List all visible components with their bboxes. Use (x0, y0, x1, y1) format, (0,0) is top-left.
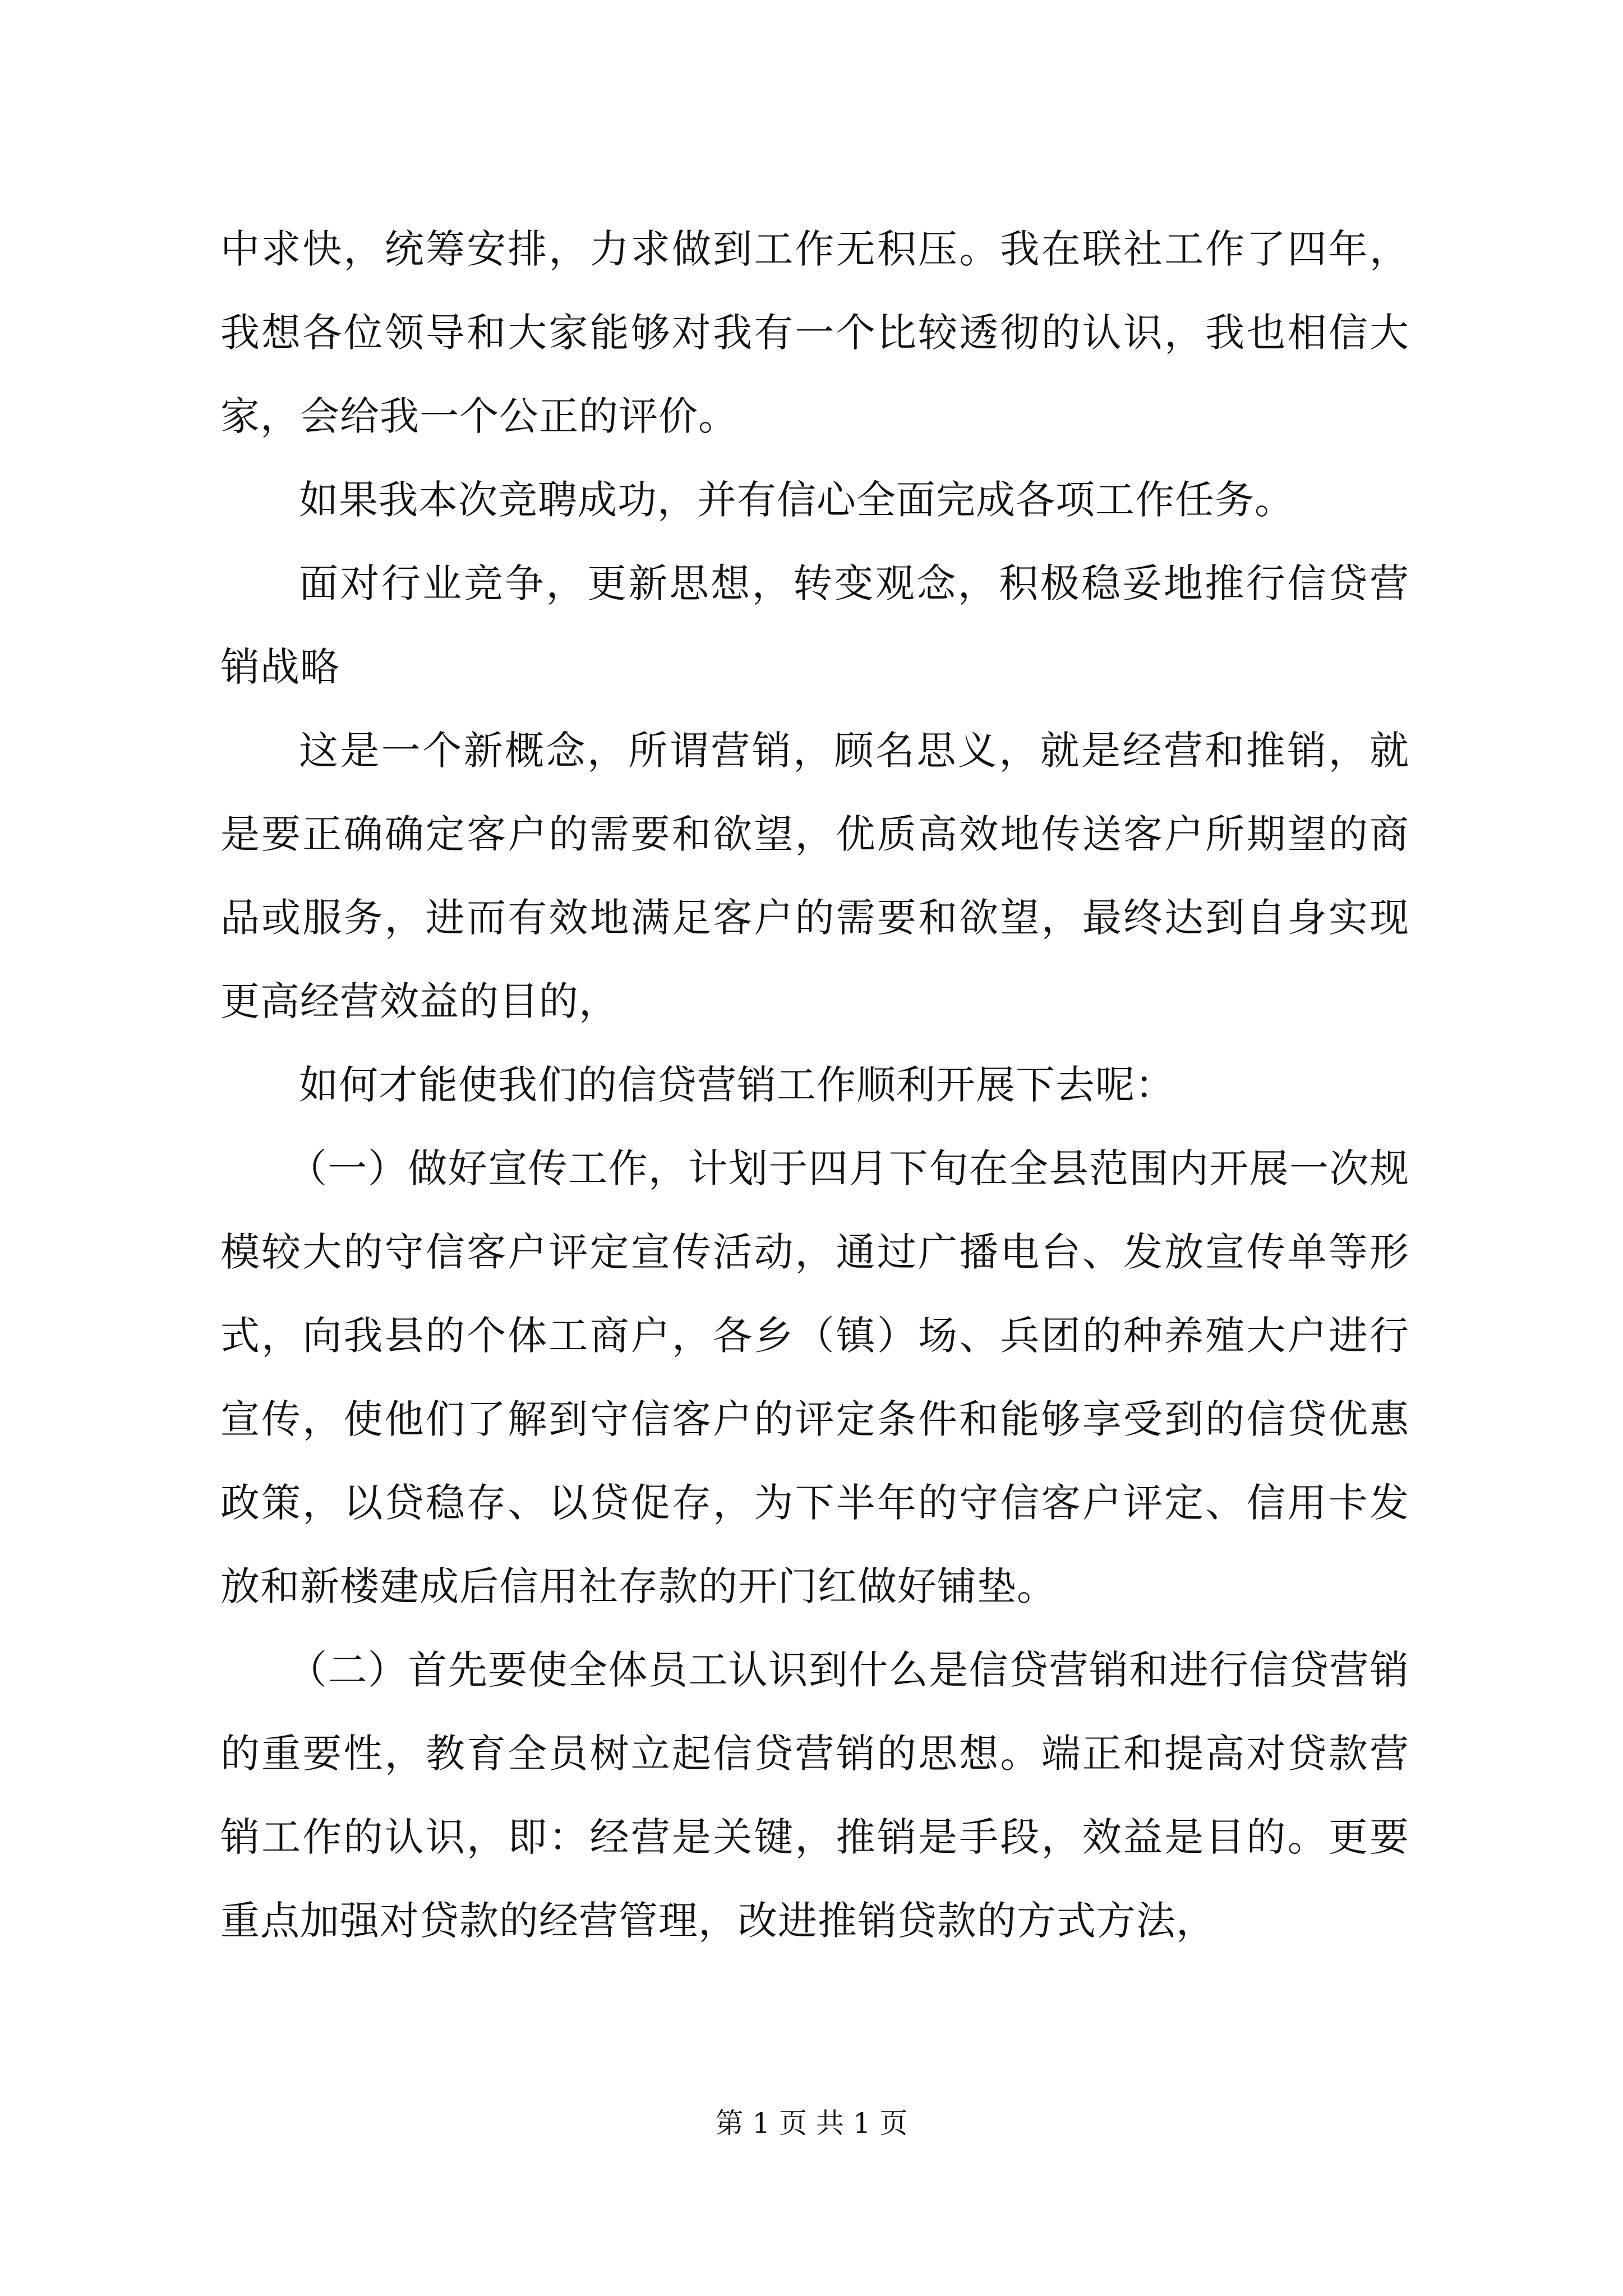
document-body (220, 208, 1409, 1963)
paragraph-marketing-definition: 这是一个新概念，所谓营销，顾名思义，就是经营和推销，就是要正确确定客户的需要和欲望，优质高效地传送客户所期望的商品或服务，进而有效地满足客户的需要和欲望，最终达到自身实现更高经营效益的目的， (220, 728, 1409, 1024)
paragraph-continuation: 中求快，统筹安排，力求做到工作无积压。我在联社工作了四年，我想各位领导和大家能够对我有一个比较透彻的认识，我也相信大家，会给我一个公正的评价。 (220, 226, 1409, 439)
page-footer: 第 1 页 共 1 页 (715, 2107, 908, 2139)
paragraph-competition-success: 如果我本次竞聘成功，并有信心全面完成各项工作任务。 (299, 477, 1294, 523)
paragraph-item-one: （一）做好宣传工作，计划于四月下旬在全县范围内开展一次规模较大的守信客户评定宣传活动，通过广播电台、发放宣传单等形式，向我县的个体工商户，各乡（镇）场、兵团的种养殖大户进行宣传，使他们了解到守信客户的评定条件和能够享受到的信贷优惠政策，以贷稳存、以贷促存，为下半年的守信客户评定、信用卡发放和新楼建成后信用社存款的开门红做好铺垫。 (220, 1145, 1409, 1609)
paragraph-item-two: （二）首先要使全体员工认识到什么是信贷营销和进行信贷营销的重要性，教育全员树立起信贷营销的思想。端正和提高对贷款营销工作的认识，即：经营是关键，推销是手段，效益是目的。更要重点加强对贷款的经营管理，改进推销贷款的方式方法， (220, 1647, 1409, 1944)
paragraph-how-to: 如何才能使我们的信贷营销工作顺利开展下去呢： (299, 1062, 1175, 1108)
paragraph-credit-marketing-heading: 面对行业竞争，更新思想，转变观念，积极稳妥地推行信贷营销战略 (220, 560, 1409, 690)
